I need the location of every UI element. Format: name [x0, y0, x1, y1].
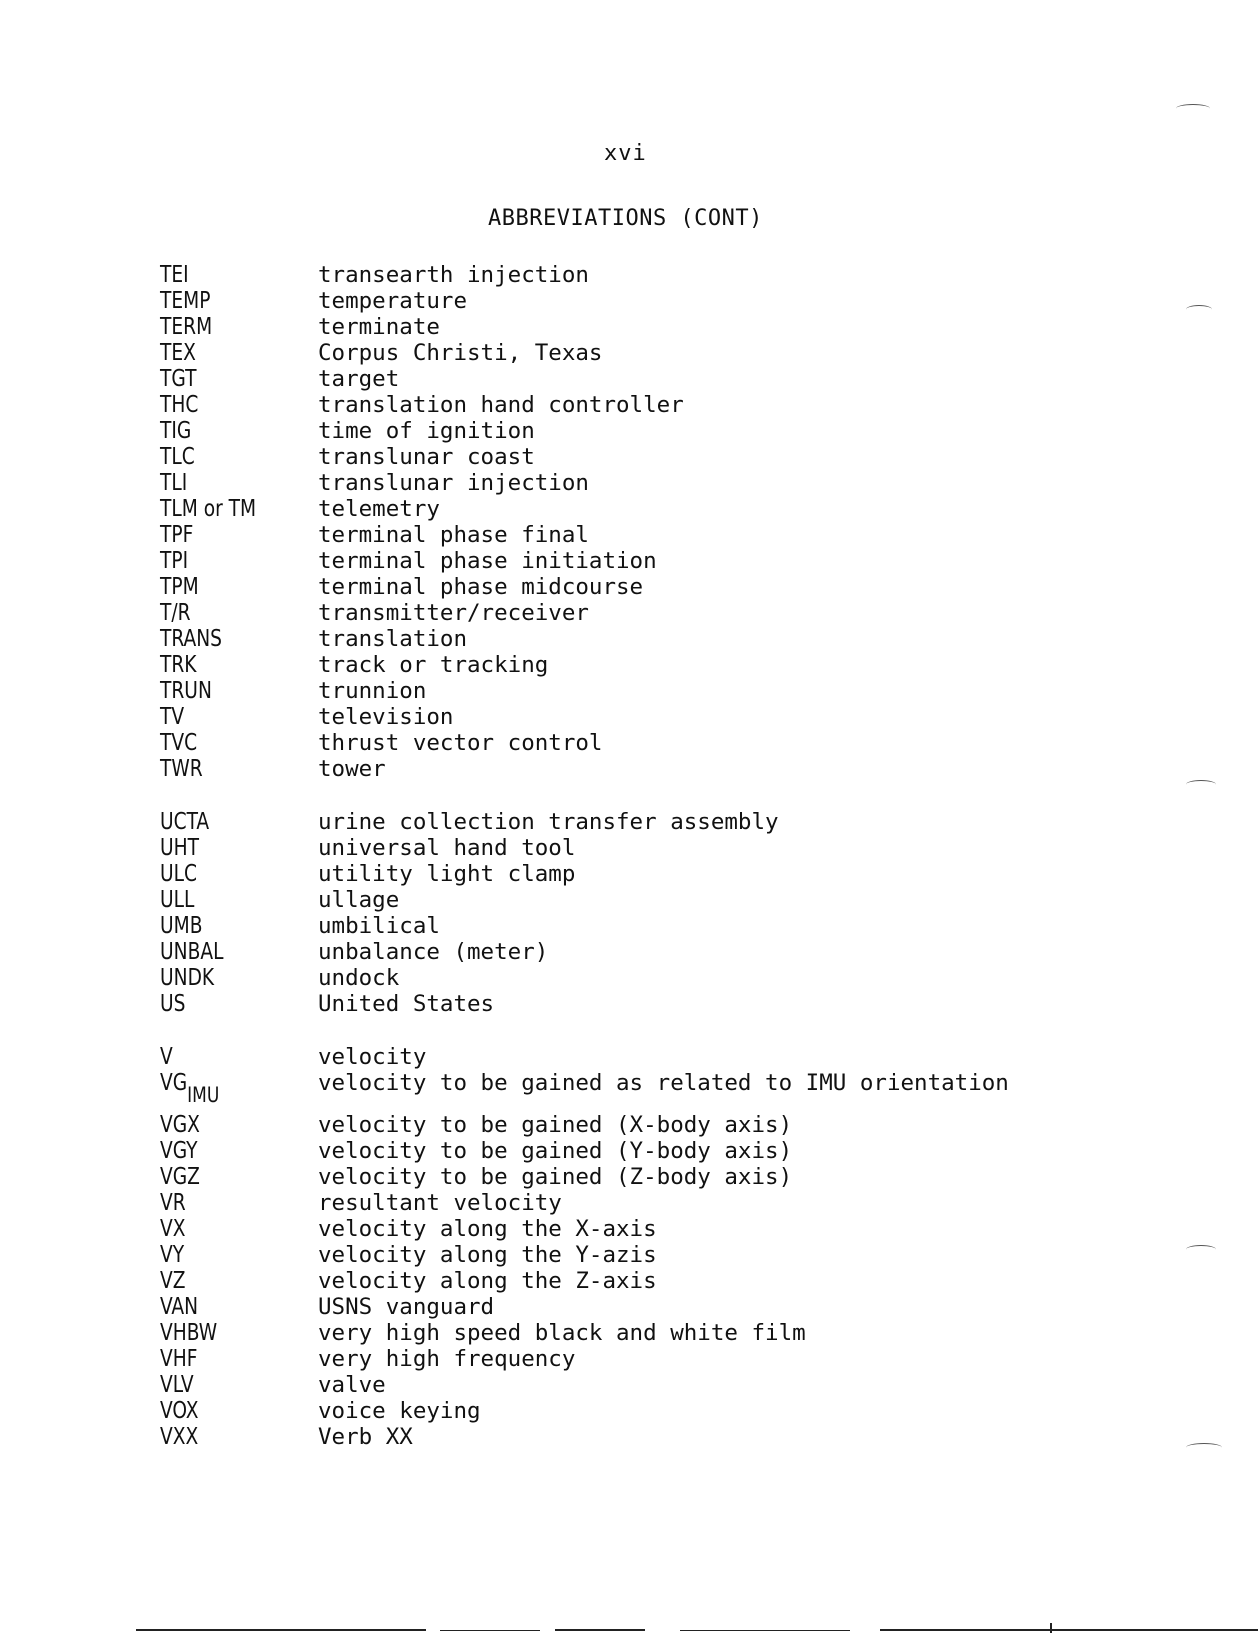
abbreviation-text: TLC: [160, 444, 195, 470]
abbreviation-definition: television: [318, 704, 454, 730]
abbreviation-term: [160, 1112, 200, 1138]
bottom-rule: [1050, 1623, 1052, 1633]
abbreviation-term: [160, 965, 214, 991]
abbreviation-text: TV: [160, 704, 185, 730]
abbreviation-text: TRUN: [160, 678, 212, 704]
abbreviation-entry: [0, 1346, 1258, 1372]
abbreviation-text: TLM or TM: [160, 496, 257, 522]
abbreviation-term: [160, 340, 196, 366]
abbreviation-text: THC: [160, 392, 199, 418]
abbreviation-text: TVC: [160, 730, 198, 756]
abbreviation-entry: [0, 626, 1258, 652]
bottom-rule: [880, 1629, 1258, 1631]
abbreviation-entry: [0, 496, 1258, 522]
abbreviation-entry: [0, 835, 1258, 861]
abbreviation-definition: translunar coast: [318, 444, 535, 470]
abbreviation-definition: tower: [318, 756, 386, 782]
abbreviation-term: [160, 1044, 173, 1070]
abbreviation-term: [160, 1346, 197, 1372]
abbreviation-definition: voice keying: [318, 1398, 481, 1424]
abbreviation-text: T/R: [160, 600, 191, 626]
abbreviation-term: [160, 1320, 217, 1346]
abbreviation-entry: [0, 991, 1258, 1017]
abbreviation-entry: [0, 444, 1258, 470]
abbreviation-term: [160, 314, 212, 340]
bottom-rule: [440, 1630, 540, 1631]
abbreviation-entry: [0, 861, 1258, 887]
abbreviation-entry: [0, 600, 1258, 626]
abbreviation-term: [160, 1070, 220, 1107]
abbreviation-entry: [0, 418, 1258, 444]
abbreviation-entry: [0, 1268, 1258, 1294]
abbreviation-text: UNDK: [160, 965, 215, 991]
abbreviation-entry: [0, 756, 1258, 782]
abbreviation-definition: Verb XX: [318, 1424, 413, 1450]
abbreviation-text: VGY: [160, 1138, 198, 1164]
abbreviation-entry: [0, 548, 1258, 574]
abbreviation-text: VGX: [160, 1112, 200, 1138]
page-number: xvi: [604, 141, 647, 166]
abbreviation-term: [160, 704, 184, 730]
abbreviation-term: [160, 730, 197, 756]
abbreviation-entry: [0, 1190, 1258, 1216]
abbreviation-definition: trunnion: [318, 678, 427, 704]
abbreviation-text: UMB: [160, 913, 203, 939]
abbreviation-entry: [0, 1112, 1258, 1138]
abbreviation-term: [160, 392, 198, 418]
abbreviation-term: [160, 991, 185, 1017]
abbreviation-text: TEMP: [160, 288, 211, 314]
abbreviation-term: [160, 1190, 186, 1216]
abbreviation-subscript: IMU: [187, 1083, 220, 1107]
abbreviation-definition: track or tracking: [318, 652, 549, 678]
abbreviation-term: [160, 600, 191, 626]
abbreviation-entry: [0, 730, 1258, 756]
abbreviation-text: TPI: [160, 548, 189, 574]
abbreviation-text: VY: [160, 1242, 185, 1268]
abbreviation-definition: unbalance (meter): [318, 939, 549, 965]
abbreviation-definition: thrust vector control: [318, 730, 603, 756]
abbreviation-term: [160, 1424, 198, 1450]
abbreviation-text: VR: [160, 1190, 186, 1216]
abbreviation-entry: [0, 1216, 1258, 1242]
abbreviation-entry: [0, 1044, 1258, 1070]
abbreviation-definition: velocity to be gained (Z-body axis): [318, 1164, 793, 1190]
abbreviation-entry: [0, 704, 1258, 730]
abbreviation-text: VAN: [160, 1294, 199, 1320]
abbreviation-term: [160, 1216, 185, 1242]
scan-mark: [1176, 104, 1210, 113]
abbreviation-text: TEX: [160, 340, 196, 366]
abbreviation-text: VG: [160, 1070, 188, 1096]
abbreviation-definition: velocity along the Y-azis: [318, 1242, 657, 1268]
abbreviation-text: TIG: [160, 418, 192, 444]
abbreviation-term: [160, 1242, 184, 1268]
abbreviation-term: [160, 470, 187, 496]
abbreviation-entry: [0, 470, 1258, 496]
abbreviation-text: TPF: [160, 522, 194, 548]
abbreviation-text: VX: [160, 1216, 186, 1242]
abbreviation-term: [160, 1294, 198, 1320]
abbreviation-term: [160, 418, 191, 444]
abbreviation-definition: velocity along the X-axis: [318, 1216, 657, 1242]
abbreviation-term: [160, 1398, 198, 1424]
abbreviation-definition: transmitter/receiver: [318, 600, 589, 626]
bottom-rule: [680, 1630, 850, 1631]
abbreviation-text: TRK: [160, 652, 197, 678]
abbreviation-definition: telemetry: [318, 496, 440, 522]
abbreviation-definition: terminate: [318, 314, 440, 340]
abbreviation-term: [160, 574, 199, 600]
abbreviation-term: [160, 1138, 198, 1164]
abbreviation-term: [160, 1268, 185, 1294]
abbreviation-term: [160, 496, 256, 522]
abbreviation-entry: [0, 340, 1258, 366]
abbreviation-term: [160, 652, 197, 678]
abbreviation-entry: [0, 678, 1258, 704]
abbreviation-text: TGT: [160, 366, 197, 392]
abbreviation-definition: translation hand controller: [318, 392, 684, 418]
abbreviation-text: VHBW: [160, 1320, 218, 1346]
abbreviation-definition: terminal phase final: [318, 522, 589, 548]
abbreviation-text: VHF: [160, 1346, 198, 1372]
abbreviation-definition: velocity: [318, 1044, 427, 1070]
abbreviation-entry: [0, 366, 1258, 392]
abbreviation-definition: translation: [318, 626, 468, 652]
abbreviation-term: [160, 626, 222, 652]
abbreviation-text: ULC: [160, 861, 198, 887]
abbreviation-text: TERM: [160, 314, 213, 340]
abbreviation-text: VLV: [160, 1372, 194, 1398]
scan-mark: [1186, 1245, 1216, 1254]
abbreviation-entry: [0, 652, 1258, 678]
abbreviation-definition: valve: [318, 1372, 386, 1398]
abbreviation-term: [160, 288, 210, 314]
abbreviation-text: VZ: [160, 1268, 186, 1294]
abbreviation-term: [160, 366, 196, 392]
abbreviation-definition: terminal phase midcourse: [318, 574, 644, 600]
scan-mark: [1186, 1443, 1222, 1452]
abbreviation-text: TRANS: [160, 626, 222, 652]
abbreviation-definition: resultant velocity: [318, 1190, 562, 1216]
abbreviation-entry: [0, 314, 1258, 340]
abbreviation-term: [160, 835, 199, 861]
scan-mark: [1186, 780, 1216, 789]
abbreviation-definition: velocity along the Z-axis: [318, 1268, 657, 1294]
abbreviation-definition: ullage: [318, 887, 400, 913]
abbreviation-definition: very high speed black and white film: [318, 1320, 806, 1346]
abbreviation-entry: [0, 262, 1258, 288]
abbreviation-definition: very high frequency: [318, 1346, 576, 1372]
abbreviation-definition: Corpus Christi, Texas: [318, 340, 603, 366]
abbreviation-text: TEI: [160, 262, 189, 288]
abbreviation-definition: temperature: [318, 288, 468, 314]
abbreviation-entry: [0, 1424, 1258, 1450]
abbreviation-entry: [0, 522, 1258, 548]
abbreviation-definition: urine collection transfer assembly: [318, 809, 779, 835]
abbreviation-term: [160, 548, 188, 574]
abbreviation-entry: [0, 574, 1258, 600]
abbreviation-entry: [0, 1242, 1258, 1268]
abbreviation-entry: [0, 939, 1258, 965]
abbreviation-definition: time of ignition: [318, 418, 535, 444]
abbreviation-text: UNBAL: [160, 939, 224, 965]
abbreviation-term: [160, 262, 189, 288]
abbreviation-entry: [0, 392, 1258, 418]
abbreviation-entry: [0, 809, 1258, 835]
abbreviation-definition: transearth injection: [318, 262, 589, 288]
abbreviation-definition: USNS vanguard: [318, 1294, 495, 1320]
abbreviation-text: VGZ: [160, 1164, 200, 1190]
abbreviation-term: [160, 861, 197, 887]
abbreviation-term: [160, 678, 212, 704]
abbreviation-definition: undock: [318, 965, 400, 991]
abbreviation-text: V: [160, 1044, 173, 1070]
abbreviation-term: [160, 939, 223, 965]
abbreviation-entry: [0, 1294, 1258, 1320]
bottom-rule: [555, 1629, 645, 1631]
abbreviation-term: [160, 887, 194, 913]
abbreviation-definition: universal hand tool: [318, 835, 576, 861]
abbreviation-text: TPM: [160, 574, 199, 600]
abbreviation-text: UHT: [160, 835, 200, 861]
abbreviation-entry: [0, 1070, 1258, 1107]
abbreviation-term: [160, 522, 193, 548]
abbreviation-entry: [0, 913, 1258, 939]
abbreviation-term: [160, 1164, 200, 1190]
bottom-rule: [136, 1629, 426, 1631]
abbreviation-text: ULL: [160, 887, 195, 913]
abbreviation-definition: umbilical: [318, 913, 440, 939]
abbreviation-entry: [0, 1372, 1258, 1398]
abbreviation-text: UCTA: [160, 809, 210, 835]
abbreviation-text: VOX: [160, 1398, 199, 1424]
abbreviation-entry: [0, 887, 1258, 913]
abbreviation-definition: target: [318, 366, 400, 392]
abbreviation-entry: [0, 1164, 1258, 1190]
abbreviation-term: [160, 756, 203, 782]
abbreviation-text: VXX: [160, 1424, 199, 1450]
abbreviation-definition: terminal phase initiation: [318, 548, 657, 574]
abbreviation-definition: utility light clamp: [318, 861, 576, 887]
abbreviation-term: [160, 444, 195, 470]
scan-mark: [1186, 305, 1212, 314]
abbreviation-entry: [0, 1320, 1258, 1346]
abbreviation-term: [160, 913, 202, 939]
abbreviation-entry: [0, 288, 1258, 314]
abbreviation-definition: United States: [318, 991, 495, 1017]
abbreviation-definition: velocity to be gained as related to IMU orientation: [318, 1070, 1009, 1096]
abbreviation-text: TWR: [160, 756, 203, 782]
abbreviation-definition: translunar injection: [318, 470, 589, 496]
abbreviation-entry: [0, 965, 1258, 991]
abbreviation-definition: velocity to be gained (X-body axis): [318, 1112, 793, 1138]
abbreviation-definition: velocity to be gained (Y-body axis): [318, 1138, 793, 1164]
abbreviation-text: TLI: [160, 470, 188, 496]
page-title: ABBREVIATIONS (CONT): [488, 206, 763, 231]
abbreviation-term: [160, 809, 209, 835]
abbreviation-entry: [0, 1138, 1258, 1164]
abbreviation-term: [160, 1372, 194, 1398]
abbreviation-entry: [0, 1398, 1258, 1424]
abbreviation-text: US: [160, 991, 186, 1017]
